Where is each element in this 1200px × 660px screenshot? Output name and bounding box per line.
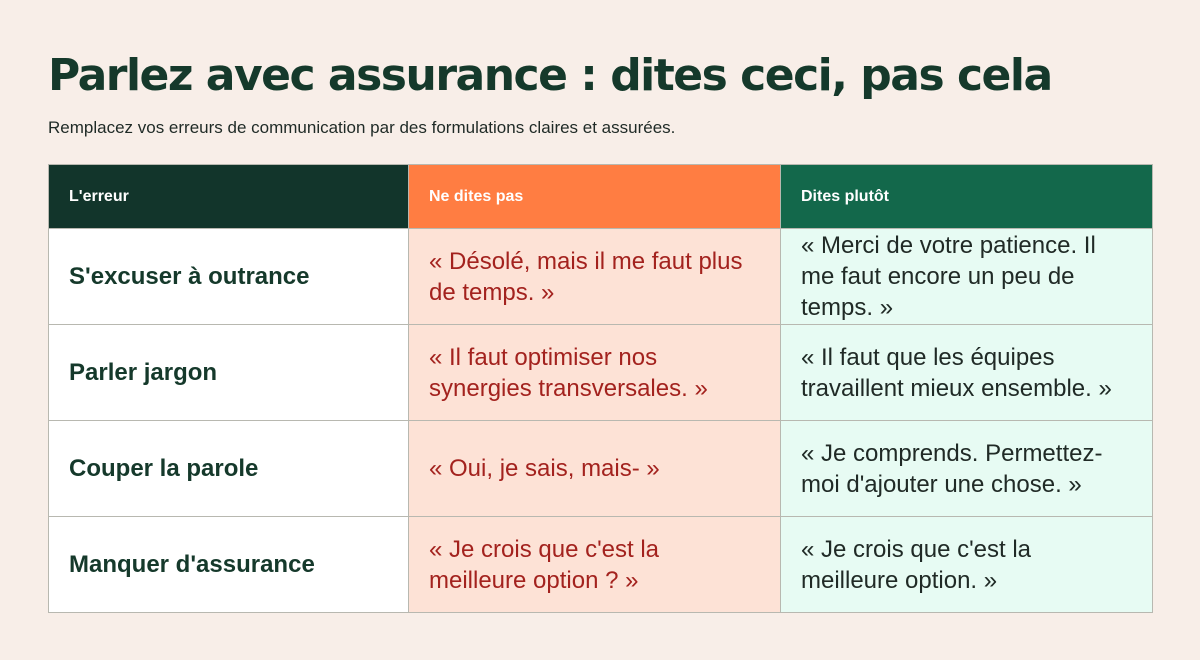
say-instead-cell: « Je crois que c'est la meilleure option. » — [781, 517, 1153, 613]
column-header-error: L'erreur — [49, 165, 409, 229]
error-cell: S'excuser à outrance — [49, 229, 409, 325]
column-header-dont-say: Ne dites pas — [409, 165, 781, 229]
say-instead-cell: « Je comprends. Permettez-moi d'ajouter une chose. » — [781, 421, 1153, 517]
comparison-table — [48, 164, 1153, 613]
dont-say-cell: « Désolé, mais il me faut plus de temps. » — [409, 229, 781, 325]
say-instead-cell: « Merci de votre patience. Il me faut encore un peu de temps. » — [781, 229, 1153, 325]
error-cell: Couper la parole — [49, 421, 409, 517]
table-row — [49, 229, 1153, 325]
page-title: Parlez avec assurance : dites ceci, pas cela — [48, 50, 1052, 101]
say-instead-cell: « Il faut que les équipes travaillent mieux ensemble. » — [781, 325, 1153, 421]
dont-say-cell: « Oui, je sais, mais- » — [409, 421, 781, 517]
column-header-say-instead: Dites plutôt — [781, 165, 1153, 229]
page-subtitle: Remplacez vos erreurs de communication par des formulations claires et assurées. — [48, 118, 676, 137]
table-row — [49, 421, 1153, 517]
dont-say-cell: « Il faut optimiser nos synergies transversales. » — [409, 325, 781, 421]
table-header-row — [49, 165, 1153, 229]
table-row — [49, 325, 1153, 421]
error-cell: Parler jargon — [49, 325, 409, 421]
table-row — [49, 517, 1153, 613]
dont-say-cell: « Je crois que c'est la meilleure option ? » — [409, 517, 781, 613]
error-cell: Manquer d'assurance — [49, 517, 409, 613]
